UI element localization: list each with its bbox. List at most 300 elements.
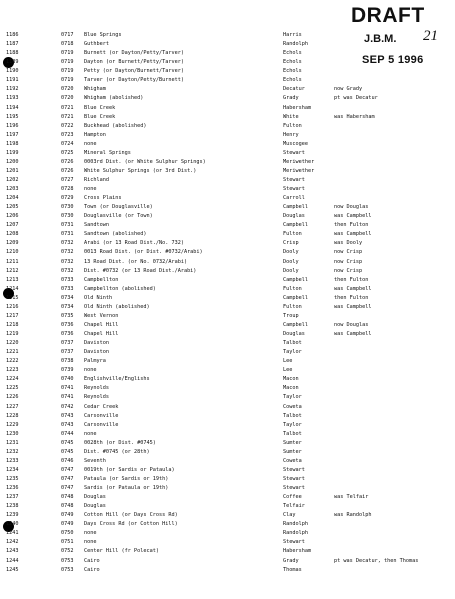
district-code: 0727 <box>61 177 74 183</box>
district-code: 0721 <box>61 113 74 120</box>
county-name: Fulton <box>283 231 302 238</box>
district-name: Dist. #0745 (or 28th) <box>84 448 150 455</box>
record-number: 1212 <box>6 267 19 274</box>
district-name: Dayton (or Burnett/Petty/Tarver) <box>84 59 184 66</box>
record-number: 1198 <box>6 140 19 147</box>
district-code: 0719 <box>61 77 74 84</box>
record-number: 1204 <box>6 195 19 202</box>
district-name: Days Cross Rd (or Cotton Hill) <box>84 521 178 528</box>
record-note: was Campbell <box>334 331 372 337</box>
district-code: 0717 <box>61 32 74 38</box>
district-name: Palmyra <box>84 358 106 365</box>
record-number: 1244 <box>6 557 19 564</box>
record-number: 1192 <box>6 86 19 93</box>
table-row <box>0 484 455 493</box>
table-row <box>0 439 455 448</box>
record-number: 1186 <box>6 32 19 38</box>
record-number: 1216 <box>6 303 19 310</box>
record-note: was Campbell <box>334 213 372 220</box>
county-name: Harris <box>283 32 302 38</box>
county-name: Muscogee <box>283 140 308 147</box>
table-row <box>0 158 455 167</box>
record-note: was Campbell <box>334 303 372 310</box>
table-row <box>0 547 455 556</box>
district-name: none <box>84 367 97 374</box>
record-note: now Douglas <box>334 321 369 328</box>
district-code: 0750 <box>61 530 74 537</box>
record-number: 1224 <box>6 376 19 383</box>
table-row <box>0 321 455 330</box>
county-name: Campbell <box>283 222 308 229</box>
record-number: 1245 <box>6 566 19 573</box>
county-name: Habersham <box>283 548 312 555</box>
county-name: Echols <box>283 50 302 57</box>
district-code: 0747 <box>61 485 74 491</box>
table-row <box>0 393 455 402</box>
table-row <box>0 140 455 149</box>
table-row <box>0 276 455 285</box>
county-name: Campbell <box>283 276 308 283</box>
table-row <box>0 194 455 203</box>
record-note: now Crisp <box>334 249 363 256</box>
district-name: 0013 Road Dist. (or Dist. #0732/Arabi) <box>84 249 203 256</box>
table-row <box>0 212 455 221</box>
district-name: Douglas <box>84 494 106 501</box>
county-name: Macon <box>283 376 299 383</box>
draft-label: DRAFT <box>351 4 425 27</box>
district-name: Englishville/Englishs <box>84 376 150 383</box>
district-code: 0733 <box>61 285 74 292</box>
district-name: Old Ninth <box>84 294 113 301</box>
district-code: 0745 <box>61 439 74 446</box>
record-number: 1235 <box>6 475 19 482</box>
county-name: Echols <box>283 59 302 66</box>
county-name: Crisp <box>283 240 299 247</box>
county-name: Campbell <box>283 321 308 328</box>
district-name: Buckhead (abolished) <box>84 122 147 129</box>
table-row <box>0 230 455 239</box>
record-number: 1232 <box>6 448 19 455</box>
county-name: Coweta <box>283 403 302 410</box>
district-name: Blue Creek <box>84 113 116 120</box>
table-row <box>0 94 455 103</box>
district-name: Cairo <box>84 566 100 573</box>
record-note: now Crisp <box>334 258 363 265</box>
stamp-date: SEP 5 1996 <box>362 54 424 66</box>
district-name: Reynolds <box>84 385 109 392</box>
county-name: Stewart <box>283 177 305 183</box>
county-name: Thomas <box>283 566 302 573</box>
district-name: Carsonville <box>84 412 119 419</box>
district-code: 0719 <box>61 68 74 75</box>
table-row <box>0 176 455 185</box>
district-name: Daviston <box>84 340 109 346</box>
district-code: 0718 <box>61 41 74 48</box>
county-name: Talbot <box>283 412 302 419</box>
county-name: Campbell <box>283 204 308 211</box>
table-row <box>0 375 455 384</box>
county-name: Grady <box>283 557 299 564</box>
record-number: 1226 <box>6 394 19 401</box>
county-name: Lee <box>283 367 293 374</box>
district-code: 0739 <box>61 367 74 374</box>
district-name: Whigham <box>84 86 106 93</box>
district-name: 0019th (or Sardis or Pataula) <box>84 466 175 473</box>
table-row <box>0 58 455 67</box>
record-number: 1222 <box>6 358 19 365</box>
district-code: 0730 <box>61 213 74 220</box>
table-row <box>0 348 455 357</box>
district-name: Cedar Creek <box>84 403 119 410</box>
district-name: West Vernon <box>84 312 119 319</box>
county-name: Douglas <box>283 331 305 337</box>
district-code: 0752 <box>61 548 74 555</box>
record-note: then Fulton <box>334 276 369 283</box>
district-code: 0723 <box>61 131 74 138</box>
district-name: Whigham (abolished) <box>84 95 144 102</box>
table-row <box>0 357 455 366</box>
district-code: 0748 <box>61 494 74 501</box>
table-row <box>0 339 455 348</box>
district-code: 0726 <box>61 158 74 165</box>
district-code: 0732 <box>61 267 74 274</box>
district-name: Burnett (or Dayton/Petty/Tarver) <box>84 50 184 57</box>
record-note: now Grady <box>334 86 363 93</box>
page-mark: 21 <box>423 28 438 44</box>
district-name: Carsonville <box>84 421 119 428</box>
county-name: Grady <box>283 95 299 102</box>
table-row <box>0 502 455 511</box>
district-code: 0721 <box>61 104 74 111</box>
record-note: then Fulton <box>334 294 369 301</box>
record-number: 1227 <box>6 403 19 410</box>
district-code: 0728 <box>61 186 74 192</box>
record-number: 1187 <box>6 41 19 48</box>
record-number: 1229 <box>6 421 19 428</box>
table-row <box>0 49 455 58</box>
district-code: 0731 <box>61 222 74 229</box>
table-row <box>0 85 455 94</box>
district-code: 0731 <box>61 231 74 238</box>
district-code: 0753 <box>61 566 74 573</box>
district-code: 0735 <box>61 312 74 319</box>
county-name: Dooly <box>283 267 299 274</box>
district-name: none <box>84 430 97 437</box>
table-row <box>0 122 455 131</box>
district-name: Cairo <box>84 557 100 564</box>
table-row <box>0 448 455 457</box>
record-number: 1205 <box>6 204 19 211</box>
district-name: Daviston <box>84 349 109 356</box>
district-name: Guthbert <box>84 41 109 48</box>
county-name: Fulton <box>283 303 302 310</box>
district-name: Seventh <box>84 457 106 464</box>
district-code: 0734 <box>61 294 74 301</box>
district-name: Richland <box>84 177 109 183</box>
county-name: Meriwether <box>283 158 315 165</box>
record-number: 1188 <box>6 50 19 57</box>
district-name: Cotton Hill (or Days Cross Rd) <box>84 512 178 519</box>
district-name: Douglasville (or Town) <box>84 213 153 220</box>
district-code: 0730 <box>61 204 74 211</box>
district-code: 0741 <box>61 394 74 401</box>
record-number: 1240 <box>6 521 19 528</box>
table-row <box>0 131 455 140</box>
table-row <box>0 493 455 502</box>
record-note: was Campbell <box>334 285 372 292</box>
county-name: Sumter <box>283 448 302 455</box>
county-name: Campbell <box>283 294 308 301</box>
district-name: White Sulphur Springs (or 3rd Dist.) <box>84 167 197 174</box>
district-code: 0744 <box>61 430 74 437</box>
district-code: 0743 <box>61 421 74 428</box>
district-name: Hampton <box>84 131 106 138</box>
district-code: 0748 <box>61 503 74 510</box>
county-name: Carroll <box>283 195 305 202</box>
table-row <box>0 104 455 113</box>
record-number: 1218 <box>6 321 19 328</box>
table-row <box>0 430 455 439</box>
table-row <box>0 466 455 475</box>
record-number: 1233 <box>6 457 19 464</box>
record-number: 1228 <box>6 412 19 419</box>
record-note: now Douglas <box>334 204 369 211</box>
county-name: Fulton <box>283 122 302 129</box>
record-number: 1208 <box>6 231 19 238</box>
record-number: 1210 <box>6 249 19 256</box>
table-row <box>0 285 455 294</box>
record-number: 1214 <box>6 285 19 292</box>
county-name: Fulton <box>283 285 302 292</box>
table-row <box>0 557 455 566</box>
district-code: 0732 <box>61 258 74 265</box>
county-name: Echols <box>283 68 302 75</box>
record-note: now Crisp <box>334 267 363 274</box>
district-name: Sandtown <box>84 222 109 229</box>
county-name: Echols <box>283 77 302 84</box>
table-row <box>0 566 455 575</box>
district-name: Petty (or Dayton/Burnett/Tarver) <box>84 68 184 75</box>
district-code: 0736 <box>61 321 74 328</box>
record-number: 1215 <box>6 294 19 301</box>
record-number: 1195 <box>6 113 19 120</box>
district-name: 0028th (or Dist. #0745) <box>84 439 156 446</box>
record-note: was Dooly <box>334 240 363 247</box>
county-name: Meriwether <box>283 167 315 174</box>
record-number: 1211 <box>6 258 19 265</box>
district-code: 0747 <box>61 466 74 473</box>
county-name: Decatur <box>283 86 305 93</box>
record-number: 1190 <box>6 68 19 75</box>
record-number: 1196 <box>6 122 19 129</box>
county-name: Taylor <box>283 421 302 428</box>
table-row <box>0 366 455 375</box>
table-row <box>0 221 455 230</box>
record-note: was Telfair <box>334 494 369 501</box>
district-code: 0732 <box>61 249 74 256</box>
district-name: Blue Creek <box>84 104 116 111</box>
district-name: Center Hill (fr Polecat) <box>84 548 159 555</box>
district-code: 0745 <box>61 448 74 455</box>
record-number: 1239 <box>6 512 19 519</box>
district-code: 0720 <box>61 95 74 102</box>
county-name: Douglas <box>283 213 305 220</box>
record-number: 1199 <box>6 149 19 156</box>
county-name: Macon <box>283 385 299 392</box>
district-code: 0749 <box>61 521 74 528</box>
county-name: Dooly <box>283 249 299 256</box>
table-row <box>0 457 455 466</box>
record-number: 1221 <box>6 349 19 356</box>
district-name: Sardis (or Pataula or 19th) <box>84 485 169 491</box>
county-name: Henry <box>283 131 299 138</box>
district-code: 0742 <box>61 403 74 410</box>
record-number: 1197 <box>6 131 19 138</box>
record-number: 1220 <box>6 340 19 346</box>
record-note: then Fulton <box>334 222 369 229</box>
district-code: 0725 <box>61 149 74 156</box>
county-name: Stewart <box>283 149 305 156</box>
table-row <box>0 511 455 520</box>
record-number: 1234 <box>6 466 19 473</box>
district-code: 0741 <box>61 385 74 392</box>
table-row <box>0 31 455 40</box>
district-code: 0747 <box>61 475 74 482</box>
record-number: 1223 <box>6 367 19 374</box>
record-number: 1203 <box>6 186 19 192</box>
district-name: Dist. #0732 (or 13 Road Dist./Arabi) <box>84 267 197 274</box>
district-name: Sandtown (abolished) <box>84 231 147 238</box>
district-code: 0746 <box>61 457 74 464</box>
county-name: Stewart <box>283 466 305 473</box>
table-row <box>0 267 455 276</box>
table-row <box>0 412 455 421</box>
record-note: pt was Decatur <box>334 95 378 102</box>
district-name: Arabi (or 13 Road Dist./No. 732) <box>84 240 184 247</box>
record-number: 1241 <box>6 530 19 537</box>
record-number: 1194 <box>6 104 19 111</box>
county-name: Coffee <box>283 494 302 501</box>
table-row <box>0 421 455 430</box>
district-code: 0722 <box>61 122 74 129</box>
district-code: 0719 <box>61 59 74 66</box>
record-number: 1213 <box>6 276 19 283</box>
record-number: 1200 <box>6 158 19 165</box>
county-name: Randolph <box>283 530 308 537</box>
record-number: 1230 <box>6 430 19 437</box>
table-row <box>0 185 455 194</box>
county-name: Sumter <box>283 439 302 446</box>
district-name: Town (or Douglasville) <box>84 204 153 211</box>
record-number: 1225 <box>6 385 19 392</box>
district-code: 0732 <box>61 240 74 247</box>
table-row <box>0 303 455 312</box>
record-number: 1207 <box>6 222 19 229</box>
district-name: Pataula (or Sardis or 19th) <box>84 475 169 482</box>
district-code: 0749 <box>61 512 74 519</box>
district-name: Mineral Springs <box>84 149 131 156</box>
county-name: Lee <box>283 358 293 365</box>
record-note: pt was Decatur, then Thomas <box>334 557 419 564</box>
table-row <box>0 475 455 484</box>
record-note: was Habersham <box>334 113 375 120</box>
county-name: Talbot <box>283 430 302 437</box>
district-code: 0738 <box>61 358 74 365</box>
county-name: Randolph <box>283 41 308 48</box>
county-name: Coweta <box>283 457 302 464</box>
record-number: 1201 <box>6 167 19 174</box>
district-name: none <box>84 140 97 147</box>
district-code: 0743 <box>61 412 74 419</box>
district-name: Chapel Hill <box>84 331 119 337</box>
table-row <box>0 529 455 538</box>
table-row <box>0 76 455 85</box>
district-code: 0751 <box>61 539 74 546</box>
record-number: 1193 <box>6 95 19 102</box>
table-row <box>0 113 455 122</box>
table-row <box>0 149 455 158</box>
county-name: Stewart <box>283 485 305 491</box>
record-number: 1191 <box>6 77 19 84</box>
table-row <box>0 248 455 257</box>
record-number: 1217 <box>6 312 19 319</box>
district-code: 0724 <box>61 140 74 147</box>
table-row <box>0 67 455 76</box>
table-row <box>0 330 455 339</box>
county-name: Dooly <box>283 258 299 265</box>
district-name: Old Ninth (abolished) <box>84 303 150 310</box>
county-name: Troup <box>283 312 299 319</box>
county-name: Stewart <box>283 186 305 192</box>
record-number: 1237 <box>6 494 19 501</box>
district-name: Reynolds <box>84 394 109 401</box>
district-name: Campbellton <box>84 276 119 283</box>
record-number: 1202 <box>6 177 19 183</box>
record-note: was Campbell <box>334 231 372 238</box>
district-name: 0003rd Dist. (or White Sulphur Springs) <box>84 158 206 165</box>
district-name: none <box>84 539 97 546</box>
county-name: Habersham <box>283 104 312 111</box>
record-number: 1231 <box>6 439 19 446</box>
district-name: none <box>84 530 97 537</box>
district-code: 0733 <box>61 276 74 283</box>
county-name: Clay <box>283 512 296 519</box>
county-name: Talbot <box>283 340 302 346</box>
table-row <box>0 520 455 529</box>
district-code: 0737 <box>61 340 74 346</box>
county-name: White <box>283 113 299 120</box>
table-row <box>0 384 455 393</box>
district-name: Chapel Hill <box>84 321 119 328</box>
district-code: 0753 <box>61 557 74 564</box>
table-row <box>0 403 455 412</box>
district-name: none <box>84 186 97 192</box>
county-name: Telfair <box>283 503 305 510</box>
district-code: 0736 <box>61 331 74 337</box>
table-row <box>0 312 455 321</box>
district-name: 13 Road Dist. (or No. 0732/Arabi) <box>84 258 188 265</box>
county-name: Taylor <box>283 394 302 401</box>
table-row <box>0 203 455 212</box>
county-name: Taylor <box>283 349 302 356</box>
table-row <box>0 239 455 248</box>
district-code: 0719 <box>61 50 74 57</box>
district-code: 0720 <box>61 86 74 93</box>
district-code: 0740 <box>61 376 74 383</box>
record-number: 1209 <box>6 240 19 247</box>
district-name: Tarver (or Dayton/Petty/Burnett) <box>84 77 184 84</box>
record-number: 1189 <box>6 59 19 66</box>
